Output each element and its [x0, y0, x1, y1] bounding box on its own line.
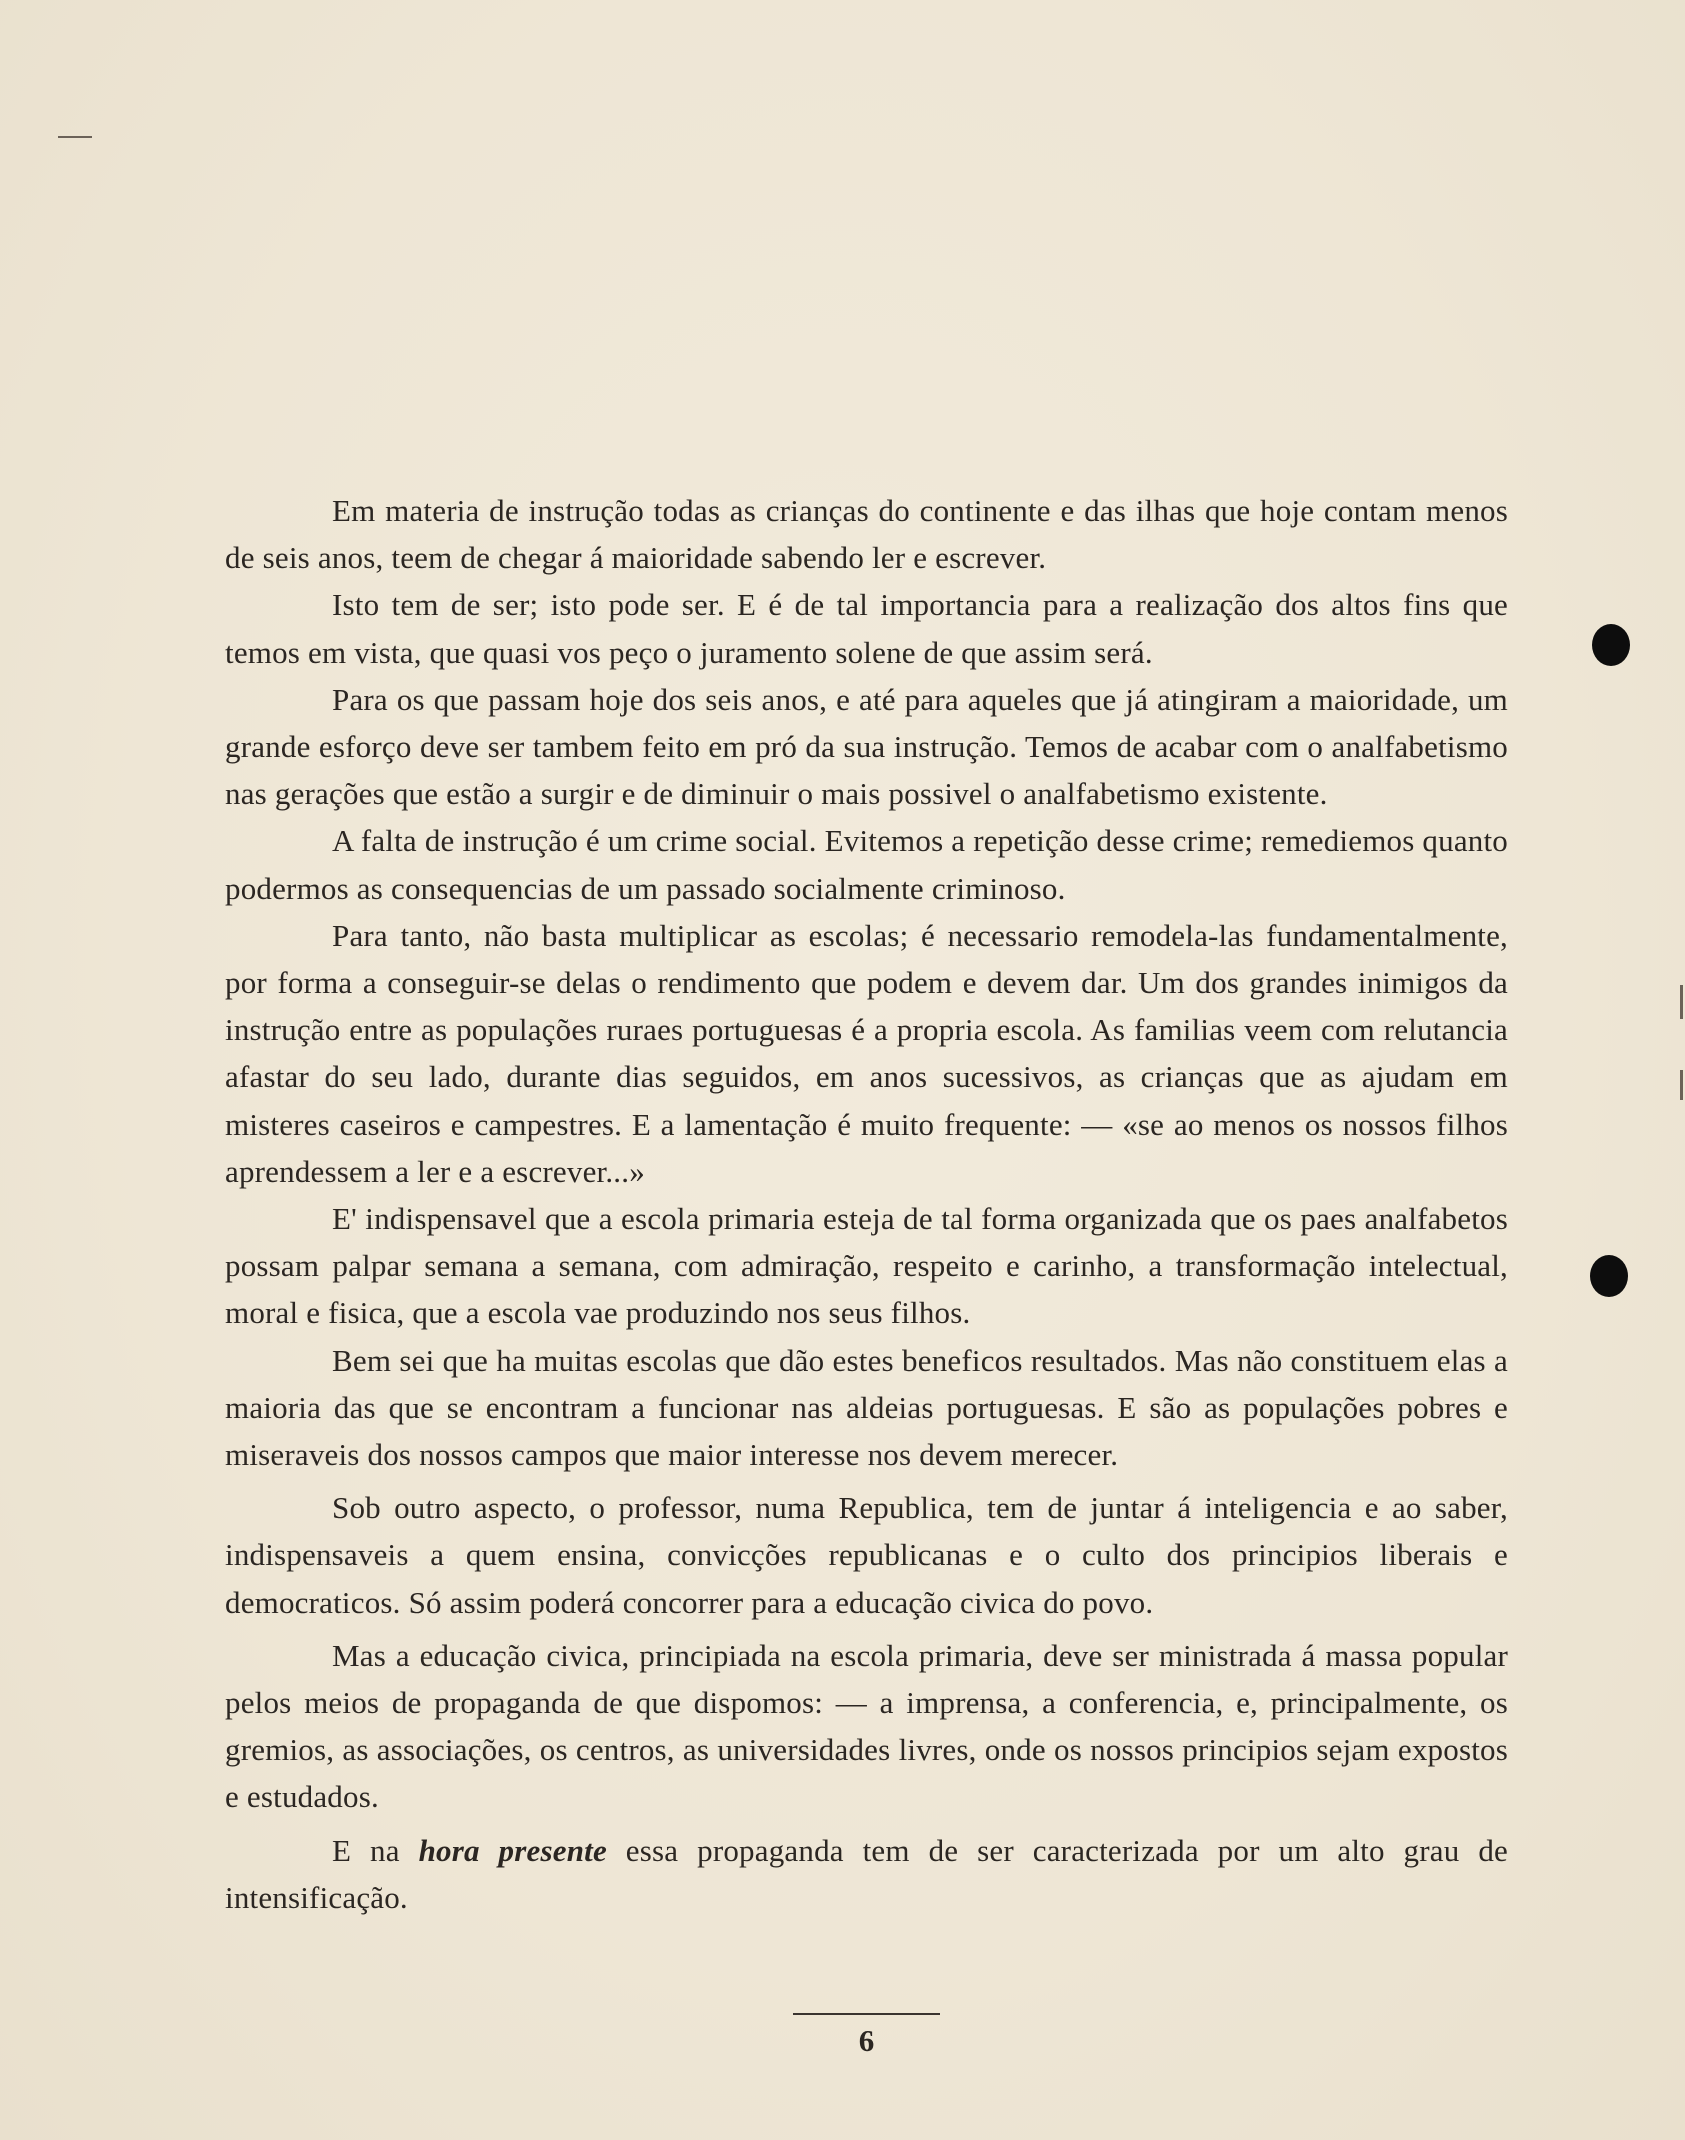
emphasis-text: hora presente: [418, 1832, 607, 1868]
paragraph: [225, 581, 1508, 675]
paper-speck: [1680, 985, 1683, 1019]
paragraph-text: Para tanto, não basta multiplicar as escolas; é necessario remodela-las fundamentalmente, por forma a conseguir-se delas o rendimento que podem e devem dar. Um dos grandes inimigos da instrução entre as populações ruraes portuguesas é a propria escola. As familias veem com relutancia afastar do seu lado, durante dias seguidos, em anos sucessivos, as crianças que as ajudam em misteres caseiros e campestres. E a lamentação é muito frequente: — «se ao menos os nossos filhos aprendessem a ler e a escrever...»: [225, 917, 1508, 1189]
paper-speck: [58, 136, 92, 138]
paragraph: [225, 1195, 1508, 1337]
paragraph-text: Em materia de instrução todas as crianças do continente e das ilhas que hoje contam menos de seis anos, teem de chegar á maioridade sabendo ler e escrever.: [225, 493, 1508, 576]
binding-hole: [1592, 624, 1630, 666]
footer-rule: [793, 2013, 940, 2015]
paper-speck: [1680, 1070, 1683, 1100]
page-number: 6: [858, 2023, 875, 2058]
paragraph: [225, 676, 1508, 818]
paragraph-text: Mas a educação civica, principiada na escola primaria, deve ser ministrada á massa popular pelos meios de propaganda de que dispomos: — a imprensa, a conferencia, e, principalmente, os gremios, as associações, os centros, as universidades livres, onde os nossos principios sejam expostos e estudados.: [225, 1637, 1508, 1815]
paragraph: [225, 817, 1508, 911]
paragraph: [225, 1827, 1508, 1921]
page-footer: [793, 2013, 940, 2059]
paragraph: [225, 1337, 1508, 1479]
paragraph-text: A falta de instrução é um crime social. Evitemos a repetição desse crime; remediemos quanto podermos as consequencias de um passado socialmente criminoso.: [225, 823, 1508, 906]
paragraph-text: Sob outro aspecto, o professor, numa Republica, tem de juntar á inteligencia e ao saber, indispensaveis a quem ensina, convicções republicanas e o culto dos principios liberais e democraticos. Só assim poderá concorrer para a educação civica do povo.: [225, 1490, 1508, 1620]
paragraph-text: Isto tem de ser; isto pode ser. E é de tal importancia para a realização dos altos fins que temos em vista, que quasi vos peço o juramento solene de que assim será.: [225, 587, 1508, 670]
paragraph: [225, 487, 1508, 581]
paragraph-text: essa propaganda tem de ser caracterizada por um alto grau de intensificação.: [225, 1832, 1508, 1915]
binding-hole: [1590, 1255, 1628, 1297]
paragraph-text: Bem sei que ha muitas escolas que dão estes beneficos resultados. Mas não constituem elas a maioria das que se encontram a funcionar nas aldeias portuguesas. E são as populações pobres e miseraveis dos nossos campos que maior interesse nos devem merecer.: [225, 1342, 1508, 1473]
paragraph-text: Para os que passam hoje dos seis anos, e até para aqueles que já atingiram a maioridade, um grande esforço deve ser tambem feito em pró da sua instrução. Temos de acabar com o analfabetismo nas gerações que estão a surgir e de diminuir o mais possivel o analfabetismo existente.: [225, 681, 1508, 812]
paragraph-text: E' indispensavel que a escola primaria esteja de tal forma organizada que os paes analfabetos possam palpar semana a semana, com admiração, respeito e carinho, a transformação intelectual, moral e fisica, que a escola vae produzindo nos seus filhos.: [225, 1201, 1508, 1331]
paragraph: [225, 1632, 1508, 1821]
paragraph: [225, 1484, 1508, 1626]
paragraph-text: E na: [332, 1832, 419, 1868]
paragraph: [225, 912, 1508, 1195]
body-text: [225, 487, 1508, 1921]
